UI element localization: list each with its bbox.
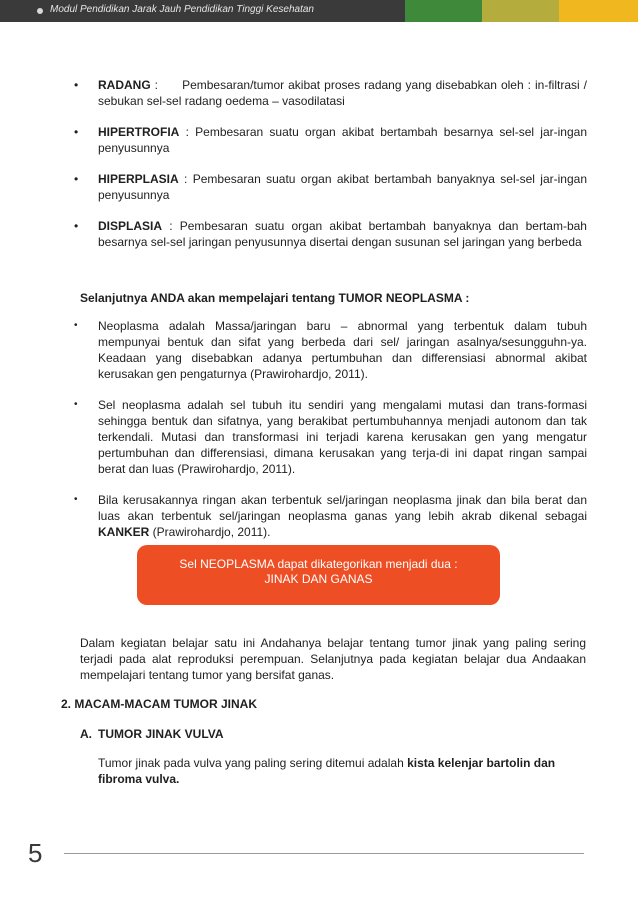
term-definition-list	[72, 77, 587, 265]
term-label: DISPLASIA	[98, 219, 163, 233]
list-item	[72, 171, 587, 203]
page-header	[0, 0, 638, 22]
term-separator: :	[179, 125, 196, 139]
subsection-title: TUMOR JINAK VULVA	[98, 727, 224, 741]
list-item	[72, 318, 587, 382]
callout-line-1: Sel NEOPLASMA dapat dikategorikan menjadi dua :	[179, 557, 458, 571]
term-label: HIPERPLASIA	[98, 172, 179, 186]
term-text: Pembesaran/tumor akibat proses radang yang disebabkan oleh : in-filtrasi / sebukan sel-sel radang oedema – vasodilatasi	[98, 78, 588, 108]
term-text: Pembesaran suatu organ akibat bertambah banyaknya sel-sel jar-ingan penyusunnya	[98, 172, 587, 202]
list-item	[72, 77, 587, 109]
list-item	[72, 492, 587, 540]
subsection-letter: A.	[80, 727, 92, 741]
bullet-icon: •	[74, 399, 78, 410]
term-separator: :	[162, 219, 180, 233]
neoplasma-point-text: Sel neoplasma adalah sel tubuh itu sendiri yang mengalami mutasi dan trans-formasi sehingga bentuk dan sifatnya, yang berakibat pertumbuhannya menjadi autonom dan tak terkendali. Mutasi dan transformasi ini terjadi karena kerusakan gen yang mengatur pertumbuhan dan differensiasi, dimana kerusakan yang terja-di ini dapat ringan sampai berat dan luas (Prawirohardjo, 2011).	[98, 398, 587, 476]
term-label: HIPERTROFIA	[98, 125, 180, 139]
bullet-icon: •	[74, 494, 78, 505]
term-label: RADANG	[98, 78, 151, 92]
list-item	[72, 397, 587, 477]
neoplasma-point-citation: (Prawirohardjo, 2011).	[149, 525, 271, 539]
list-item	[72, 124, 587, 156]
header-yellow-block	[559, 0, 638, 22]
bullet-icon: •	[74, 172, 79, 186]
bullet-icon: •	[74, 78, 79, 92]
neoplasma-heading: Selanjutnya ANDA akan mempelajari tentang TUMOR NEOPLASMA :	[80, 291, 470, 305]
footer-divider	[64, 853, 584, 854]
term-text: Pembesaran suatu organ akibat bertambah besarnya sel-sel jar-ingan penyusunnya	[98, 125, 587, 155]
intro-paragraph: Dalam kegiatan belajar satu ini Andahanya belajar tentang tumor jinak yang paling sering terjadi pada alat reproduksi perempuan. Selanjutnya pada kegiatan belajar dua Andaakan mempelajari tentang tumor yang bersifat ganas.	[80, 636, 586, 682]
bullet-icon: •	[74, 320, 78, 331]
subsection-body: Tumor jinak pada vulva yang paling sering ditemui adalah	[98, 756, 408, 770]
subsection-a-heading	[80, 727, 224, 741]
neoplasma-callout-box	[137, 545, 500, 605]
bullet-icon: •	[74, 219, 79, 233]
header-green-block	[405, 0, 482, 22]
neoplasma-point-text: Bila kerusakannya ringan akan terbentuk sel/jaringan neoplasma jinak dan bila berat dan luas akan terbentuk sel/jaringan neoplasma ganas yang lebih akrab dikenal sebagai	[98, 493, 587, 523]
list-item	[72, 218, 587, 250]
page-number: 5	[28, 838, 43, 868]
kanker-term: KANKER	[98, 525, 150, 539]
subsection-bold-terms: kista kelenjar bartolin dan fibroma vulva.	[98, 756, 556, 786]
bullet-dot-icon	[37, 8, 43, 14]
term-separator: :	[178, 172, 193, 186]
term-separator: :	[150, 78, 183, 92]
section-2-title: 2. MACAM-MACAM TUMOR JINAK	[61, 697, 257, 711]
bullet-icon: •	[74, 125, 79, 139]
term-text: Pembesaran suatu organ akibat bertambah banyaknya dan bertam-bah besarnya sel-sel jaringan penyusunnya disertai dengan susunan sel jaringan yang berbeda	[98, 219, 587, 249]
neoplasma-point-text: Neoplasma adalah Massa/jaringan baru – abnormal yang terbentuk dalam tubuh mempunyai bentuk dan sifat yang berbeda dari sel/ jaringan asalnya/sesungguhn-ya. Keadaan yang disebabkan adanya pertumbuhan dan differensiasi abnormal akibat kerusakan gen pengaturnya (Prawirohardjo, 2011).	[98, 319, 587, 381]
callout-line-2: JINAK DAN GANAS	[264, 572, 373, 586]
module-title: Modul Pendidikan Jarak Jauh Pendidikan Tinggi Kesehatan	[50, 4, 314, 15]
subsection-a-text	[98, 755, 586, 787]
header-olive-block	[482, 0, 559, 22]
neoplasma-list	[72, 318, 587, 555]
